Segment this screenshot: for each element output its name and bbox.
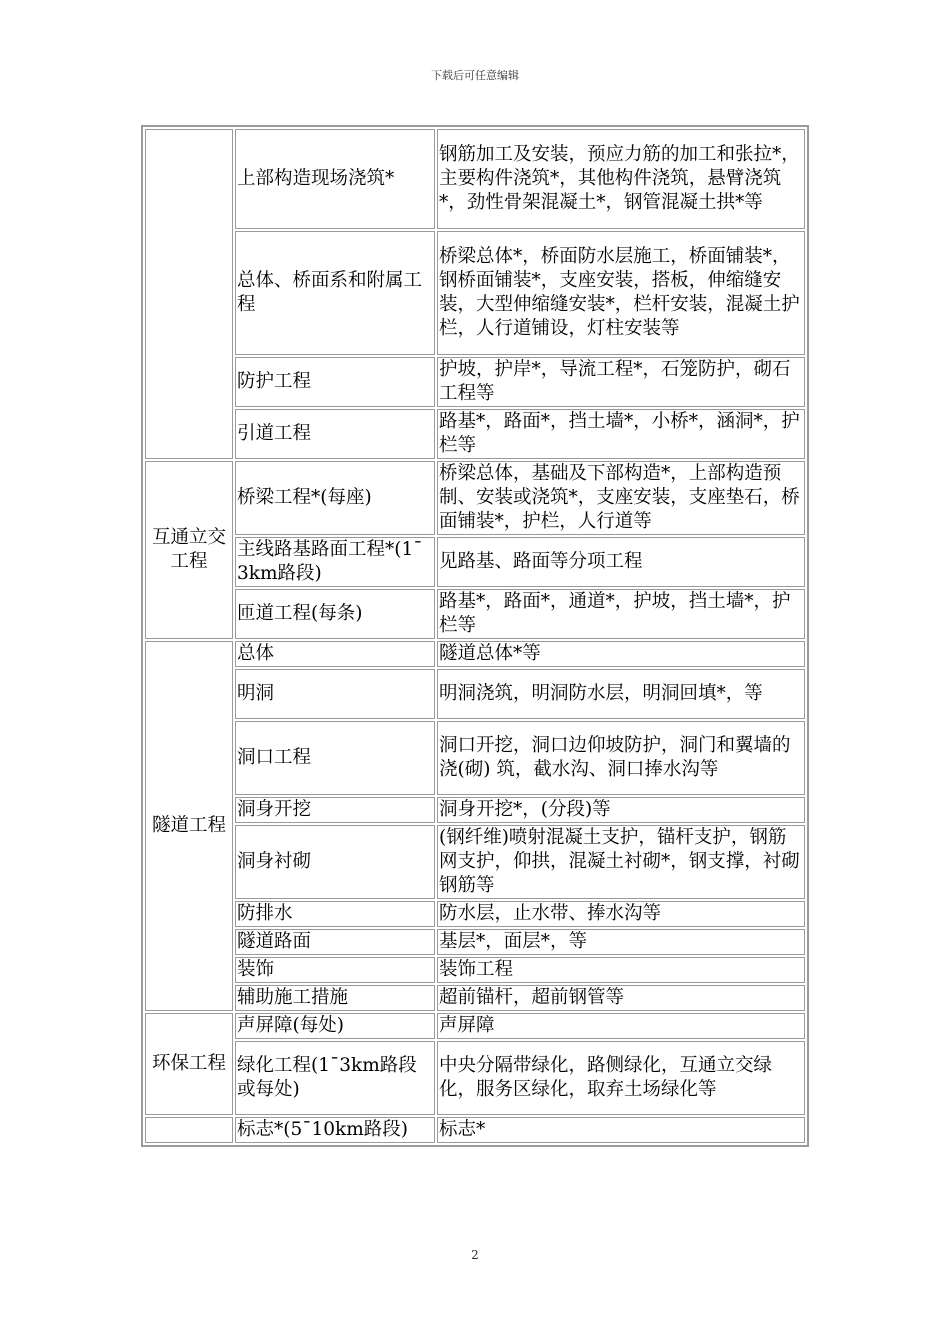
table-row (145, 129, 805, 229)
sub-item-cell: 洞身开挖 (235, 797, 435, 823)
page-header: 下载后可任意编辑 (431, 69, 519, 82)
works-table-grid (143, 127, 807, 1145)
table-row (145, 641, 805, 667)
table-row (145, 357, 805, 407)
detail-cell: 桥梁总体*，桥面防水层施工，桥面铺装*，钢桥面铺装*，支座安装，搭板，伸缩缝安装，大型伸缩缝安装*，栏杆安装，混凝土护栏，人行道铺设，灯柱安装等 (437, 231, 805, 355)
sub-item-cell: 声屏障(每处) (235, 1013, 435, 1039)
table-row (145, 669, 805, 719)
sub-item-cell: 引道工程 (235, 409, 435, 459)
table-row (145, 797, 805, 823)
detail-cell: 护坡，护岸*，导流工程*，石笼防护，砌石工程等 (437, 357, 805, 407)
works-table (141, 125, 809, 1147)
page-number: 2 (471, 1248, 479, 1262)
table-row (145, 985, 805, 1011)
sub-item-cell: 辅助施工措施 (235, 985, 435, 1011)
detail-cell: 装饰工程 (437, 957, 805, 983)
sub-item-cell: 桥梁工程*(每座) (235, 461, 435, 535)
sub-item-cell: 装饰 (235, 957, 435, 983)
sub-item-cell: 总体 (235, 641, 435, 667)
detail-cell: 洞口开挖，洞口边仰坡防护，洞门和翼墙的浇(砌) 筑，截水沟、洞口捧水沟等 (437, 721, 805, 795)
table-row (145, 1013, 805, 1039)
table-row (145, 537, 805, 587)
sub-item-cell: 隧道路面 (235, 929, 435, 955)
sub-item-cell: 明洞 (235, 669, 435, 719)
category-cell-interchange: 互通立交工程 (145, 461, 233, 639)
sub-item-cell: 绿化工程(1¯3km路段或每处) (235, 1041, 435, 1115)
detail-cell: 路基*，路面*，通道*，护坡，挡土墙*，护栏等 (437, 589, 805, 639)
category-cell-tunnel: 隧道工程 (145, 641, 233, 1011)
table-row (145, 1041, 805, 1115)
table-row (145, 461, 805, 535)
sub-item-cell: 洞口工程 (235, 721, 435, 795)
detail-cell: 标志* (437, 1117, 805, 1143)
sub-item-cell: 洞身衬砌 (235, 825, 435, 899)
detail-cell: 钢筋加工及安装，预应力筋的加工和张拉*，主要构件浇筑*，其他构件浇筑，悬臂浇筑*，劲性骨架混凝土*，钢管混凝土拱*等 (437, 129, 805, 229)
category-cell-environment: 环保工程 (145, 1013, 233, 1115)
table-row (145, 929, 805, 955)
detail-cell: 中央分隔带绿化，路侧绿化，互通立交绿化，服务区绿化，取弃土场绿化等 (437, 1041, 805, 1115)
detail-cell: 桥梁总体，基础及下部构造*，上部构造预制、安装或浇筑*，支座安装，支座垫石，桥面铺装*，护栏，人行道等 (437, 461, 805, 535)
detail-cell: 声屏障 (437, 1013, 805, 1039)
detail-cell: 防水层，止水带、捧水沟等 (437, 901, 805, 927)
table-row (145, 1117, 805, 1143)
sub-item-cell: 标志*(5¯10km路段) (235, 1117, 435, 1143)
detail-cell: (钢纤维)喷射混凝土支护，锚杆支护，钢筋网支护，仰拱，混凝土衬砌*，钢支撑，衬砌钢筋等 (437, 825, 805, 899)
category-cell-bridge-cont (145, 129, 233, 459)
table-row (145, 721, 805, 795)
detail-cell: 路基*，路面*，挡土墙*，小桥*，涵洞*，护栏等 (437, 409, 805, 459)
table-row (145, 589, 805, 639)
table-row (145, 825, 805, 899)
detail-cell: 洞身开挖*，(分段)等 (437, 797, 805, 823)
table-row (145, 957, 805, 983)
detail-cell: 隧道总体*等 (437, 641, 805, 667)
sub-item-cell: 防护工程 (235, 357, 435, 407)
sub-item-cell: 主线路基路面工程*(1¯3km路段) (235, 537, 435, 587)
category-cell-signs (145, 1117, 233, 1143)
sub-item-cell: 总体、桥面系和附属工程 (235, 231, 435, 355)
table-row (145, 901, 805, 927)
sub-item-cell: 防排水 (235, 901, 435, 927)
detail-cell: 基层*，面层*，等 (437, 929, 805, 955)
table-row (145, 409, 805, 459)
detail-cell: 见路基、路面等分项工程 (437, 537, 805, 587)
detail-cell: 明洞浇筑，明洞防水层，明洞回填*，等 (437, 669, 805, 719)
table-row (145, 231, 805, 355)
detail-cell: 超前锚杆，超前钢管等 (437, 985, 805, 1011)
sub-item-cell: 匝道工程(每条) (235, 589, 435, 639)
sub-item-cell: 上部构造现场浇筑* (235, 129, 435, 229)
